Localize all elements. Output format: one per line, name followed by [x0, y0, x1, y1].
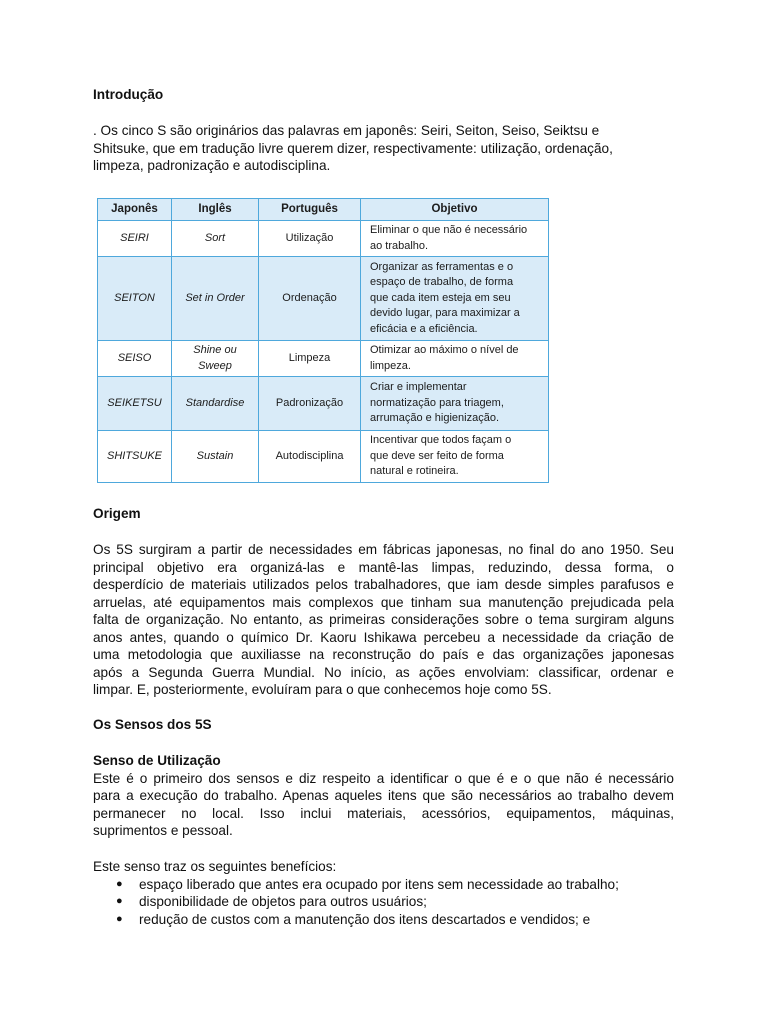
benefits-list [93, 858, 674, 928]
text-line: anos antes, quando o químico Dr. Kaoru Ishikawa percebeu a necessidade da criação de [93, 629, 674, 645]
table-header-objetivo: Objetivo [361, 199, 549, 221]
subsection-heading: Senso de Utilização [93, 753, 221, 768]
table-header-row [98, 199, 549, 221]
text-line: uma metodologia que auxiliasse na reconstrução do país e das organizações japonesas [93, 647, 674, 662]
cell-objetivo: Eliminar o que não é necessário ao trabalho. [361, 221, 549, 257]
text-line: limpeza, padronização e autodisciplina. [93, 158, 331, 173]
table-row [98, 341, 549, 377]
text-line: limpar. E, posteriormente, evoluíram para o que conhecemos hoje como 5S. [93, 682, 552, 697]
text-line: arruelas, até equipamentos mais complexos que tinham sua manutenção prejudicada pela [93, 594, 674, 610]
table-row [98, 221, 549, 257]
cell-ingles: Sort [172, 221, 259, 257]
text-line: . Os cinco S são originários das palavras em japonês: Seiri, Seiton, Seiso, Seiktsu e [93, 123, 600, 138]
5s-table [97, 198, 549, 483]
text-line: Shitsuke, que em tradução livre querem dizer, respectivamente: utilização, ordenação, [93, 140, 613, 156]
benefit-item: ● disponibilidade de objetos para outros usuários; [93, 893, 674, 911]
cell-objetivo: Organizar as ferramentas e o espaço de trabalho, de forma que cada item esteja em seu devido lugar, para maximizar a eficácia e a eficiência. [361, 257, 549, 341]
cell-ingles: Sustain [172, 431, 259, 483]
table-row [98, 431, 549, 483]
subsection-senso-utilizacao [93, 752, 674, 840]
paragraph-introducao [93, 122, 674, 175]
cell-japones: SEITON [98, 257, 172, 341]
table-row [98, 257, 549, 341]
text-line: Os 5S surgiram a partir de necessidades em fábricas japonesas, no final do ano 1950. Seu [93, 542, 674, 557]
table-row [98, 377, 549, 431]
section-heading-introducao: Introdução [93, 87, 164, 102]
table-header-japones: Japonês [98, 199, 172, 221]
cell-portugues: Padronização [259, 377, 361, 431]
cell-ingles: Shine ou Sweep [172, 341, 259, 377]
cell-ingles: Standardise [172, 377, 259, 431]
cell-objetivo: Otimizar ao máximo o nível de limpeza. [361, 341, 549, 377]
cell-objetivo: Incentivar que todos façam o que deve ser feito de forma natural e rotineira. [361, 431, 549, 483]
cell-portugues: Limpeza [259, 341, 361, 377]
benefits-intro: Este senso traz os seguintes benefícios: [93, 859, 337, 874]
text-line: Este é o primeiro dos sensos e diz respeito a identificar o que é e o que não é necessário [93, 770, 674, 786]
section-heading-sensos: Os Sensos dos 5S [93, 717, 212, 732]
cell-japones: SEIKETSU [98, 377, 172, 431]
benefit-item: ● espaço liberado que antes era ocupado por itens sem necessidade ao trabalho; [93, 876, 674, 894]
table-header-ingles: Inglês [172, 199, 259, 221]
text-line: suprimentos e pessoal. [93, 823, 233, 838]
text-line: após a Segunda Guerra Mundial. No início, as ações envolviam: classificar, ordenar e [93, 664, 674, 680]
table-header-portugues: Português [259, 199, 361, 221]
cell-objetivo: Criar e implementar normatização para triagem, arrumação e higienização. [361, 377, 549, 431]
cell-japones: SEISO [98, 341, 172, 377]
text-line: para a execução do trabalho. Apenas aqueles itens que são necessários ao trabalho devem [93, 788, 674, 803]
cell-japones: SHITSUKE [98, 431, 172, 483]
cell-portugues: Ordenação [259, 257, 361, 341]
cell-ingles: Set in Order [172, 257, 259, 341]
section-heading-origem: Origem [93, 506, 141, 521]
text-line: principal objetivo era organizá-las e mantê-las limpas, reduzindo, dessa forma, o [93, 559, 674, 575]
text-line: permanecer no local. Isso inclui materiais, acessórios, equipamentos, máquinas, [93, 805, 674, 821]
text-line: desperdício de materiais utilizados pelos trabalhadores, que iam desde simples parafusos e [93, 577, 674, 592]
cell-portugues: Autodisciplina [259, 431, 361, 483]
paragraph-origem [93, 541, 674, 699]
cell-portugues: Utilização [259, 221, 361, 257]
cell-japones: SEIRI [98, 221, 172, 257]
text-line: falta de organização. No entanto, as primeiras considerações sobre o tema surgiram alguns [93, 612, 674, 627]
benefit-item: ● redução de custos com a manutenção dos itens descartados e vendidos; e [93, 911, 674, 929]
